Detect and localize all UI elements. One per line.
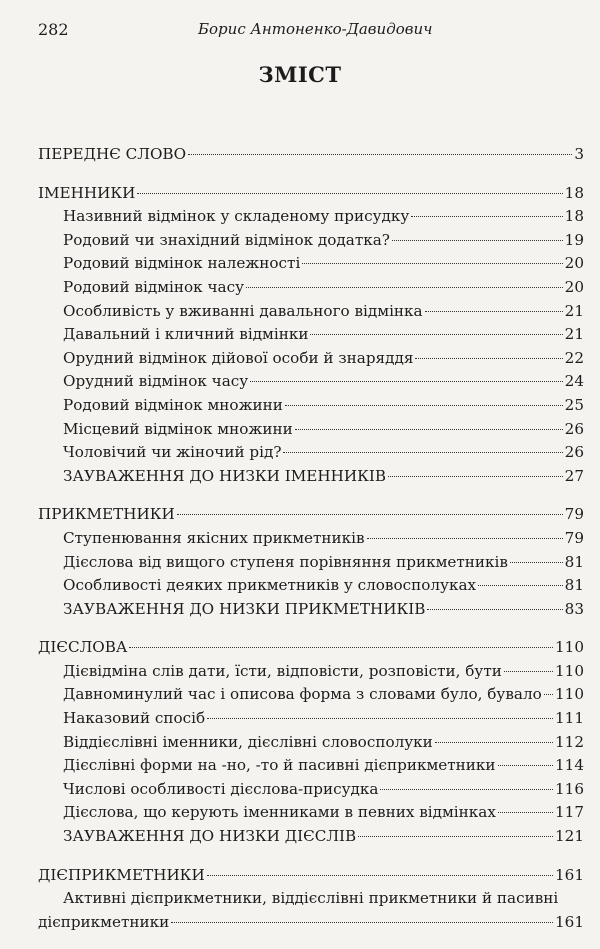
toc-subentry [38, 660, 584, 684]
dot-leader [295, 429, 563, 430]
toc-page-number: 19 [564, 230, 584, 249]
page-number: 282 [38, 20, 69, 39]
dot-leader [425, 311, 563, 312]
toc-entry-title: Дієслова, що керують іменниками в певних відмінках [63, 803, 496, 822]
dot-leader [250, 381, 562, 382]
toc-subentry [38, 252, 584, 276]
toc-entry-title-line1: Активні дієприкметники, віддієслівні прикметники й пасивні [63, 889, 559, 908]
toc-section [38, 182, 584, 489]
toc-entry-title: Особливість у вживанні давального відмінка [63, 301, 423, 320]
toc-entry-title: Дієвідміна слів дати, їсти, відповісти, розповісти, бути [63, 661, 502, 680]
toc-subentry [38, 418, 584, 442]
dot-leader [358, 836, 553, 837]
page-title: ЗМІСТ [258, 62, 342, 87]
toc-entry-title: Дієслівні форми на -но, -то й пасивні дієприкметники [63, 756, 496, 775]
dot-leader [427, 609, 562, 610]
dot-leader [285, 405, 563, 406]
toc-page-number: 110 [555, 638, 584, 657]
dot-leader [137, 193, 562, 194]
toc-entry-title: Давальний і кличний відмінки [63, 325, 309, 344]
toc-entry-title: Родовий відмінок належності [63, 254, 301, 273]
toc-entry-title: ІМЕННИКИ [38, 183, 136, 202]
toc-entry-title: Віддієслівні іменники, дієслівні словосполуки [63, 732, 433, 751]
toc-page-number: 18 [564, 207, 584, 226]
toc-entry-title: Родовий чи знахідний відмінок додатка? [63, 230, 390, 249]
toc-page-number: 26 [564, 419, 584, 438]
toc-subentry [38, 205, 584, 229]
toc-subentry [38, 551, 584, 575]
toc-page-number: 22 [564, 348, 584, 367]
dot-leader [171, 922, 553, 923]
toc-page-number: 111 [555, 709, 584, 728]
toc-page-number: 81 [564, 552, 584, 571]
toc-entry-title: ЗАУВАЖЕННЯ ДО НИЗКИ ПРИКМЕТНИКІВ [63, 599, 426, 618]
dot-leader [246, 287, 563, 288]
toc-chapter-entry [38, 503, 584, 527]
dot-leader [283, 452, 562, 453]
dot-leader [478, 585, 563, 586]
toc-subentry [38, 778, 584, 802]
dot-leader [367, 538, 563, 539]
toc-page-number: 79 [564, 528, 584, 547]
toc-page-number: 21 [564, 325, 584, 344]
toc-page-number: 117 [555, 803, 584, 822]
toc-entry-title: Чоловічий чи жіночий рід? [63, 443, 282, 462]
dot-leader [435, 742, 553, 743]
toc-subentry [38, 465, 584, 489]
dot-leader [207, 875, 553, 876]
toc-entry-title: Особливості деяких прикметників у словосполуках [63, 576, 477, 595]
toc-entry-title: Ступенювання якісних прикметників [63, 528, 365, 547]
dot-leader [510, 562, 563, 563]
toc-entry-title: Місцевий відмінок множини [63, 419, 293, 438]
toc-entry-title: ЗАУВАЖЕННЯ ДО НИЗКИ ІМЕННИКІВ [63, 466, 387, 485]
toc-page-number: 116 [555, 779, 584, 798]
toc-page-number: 24 [564, 372, 584, 391]
toc-entry-title: Родовий відмінок часу [63, 277, 245, 296]
dot-leader [392, 240, 563, 241]
toc-section [38, 503, 584, 621]
toc-entry-title: Родовий відмінок множини [63, 395, 283, 414]
toc-chapter-entry [38, 182, 584, 206]
running-header-author: Борис Антоненко-Давидович [198, 20, 433, 38]
toc-subentry [38, 707, 584, 731]
toc-entry-title: ПЕРЕДНЄ СЛОВО [38, 145, 187, 163]
toc-page-number: 20 [564, 277, 584, 296]
table-of-contents [38, 143, 584, 949]
toc-subentry [38, 825, 584, 849]
dot-leader [177, 514, 563, 515]
toc-entry-title: Називний відмінок у складеному присудку [63, 207, 410, 226]
toc-entry-title: ДІЄПРИКМЕТНИКИ [38, 865, 205, 884]
toc-entry-title: ДІЄСЛОВА [38, 638, 128, 657]
dot-leader [498, 812, 553, 813]
toc-page-number: 20 [564, 254, 584, 273]
dot-leader [544, 694, 553, 695]
dot-leader [380, 789, 553, 790]
toc-page-number: 79 [564, 505, 584, 524]
toc-page-number: 26 [564, 443, 584, 462]
toc-page-number: 3 [574, 145, 584, 163]
toc-entry-title-line2: дієприкметники [38, 912, 170, 931]
toc-subentry [38, 441, 584, 465]
toc-entry-title: Орудний відмінок часу [63, 372, 249, 391]
toc-page-number: 121 [555, 827, 584, 846]
toc-chapter-entry [38, 636, 584, 660]
toc-page-number: 110 [555, 685, 584, 704]
toc-subentry [38, 731, 584, 755]
dot-leader [388, 476, 563, 477]
toc-page-number: 161 [555, 865, 584, 884]
toc-page-number: 114 [555, 756, 584, 775]
toc-subentry [38, 300, 584, 324]
dot-leader [504, 671, 553, 672]
toc-entry-title: Давноминулий час і описова форма з словами було, бувало [63, 685, 542, 704]
toc-subentry [38, 323, 584, 347]
dot-leader [129, 647, 553, 648]
dot-leader [498, 765, 553, 766]
toc-entry-title: ЗАУВАЖЕННЯ ДО НИЗКИ ДІЄСЛІВ [63, 827, 357, 846]
toc-subentry [38, 801, 584, 825]
toc-section [38, 143, 584, 167]
toc-subentry [38, 276, 584, 300]
toc-subentry [38, 527, 584, 551]
toc-subentry [38, 754, 584, 778]
toc-subentry [38, 683, 584, 707]
dot-leader [310, 334, 562, 335]
toc-page-number: 161 [555, 912, 584, 931]
dot-leader [188, 154, 572, 155]
toc-page-number: 81 [564, 576, 584, 595]
toc-subentry [38, 574, 584, 598]
toc-page-number: 25 [564, 395, 584, 414]
dot-leader [411, 216, 562, 217]
toc-subentry [38, 347, 584, 371]
toc-section [38, 864, 584, 935]
toc-entry-title: Дієслова від вищого ступеня порівняння прикметників [63, 552, 508, 571]
toc-subentry [38, 598, 584, 622]
toc-page-number: 112 [555, 732, 584, 751]
toc-subentry [38, 229, 584, 253]
toc-page-number: 83 [564, 599, 584, 618]
toc-entry-title: Орудний відмінок дійової особи й знаряддя [63, 348, 414, 367]
toc-page-number: 21 [564, 301, 584, 320]
toc-page-number: 18 [564, 183, 584, 202]
toc-entry-title: Наказовий спосіб [63, 709, 206, 728]
toc-page-number: 110 [555, 661, 584, 680]
dot-leader [207, 718, 553, 719]
toc-chapter-entry [38, 864, 584, 888]
toc-entry-title: Числові особливості дієслова-присудка [63, 779, 379, 798]
toc-page-number: 27 [564, 466, 584, 485]
toc-subentry [38, 394, 584, 418]
dot-leader [302, 263, 562, 264]
toc-chapter-entry [38, 143, 584, 167]
toc-subentry [38, 370, 584, 394]
dot-leader [415, 358, 562, 359]
toc-entry-title: ПРИКМЕТНИКИ [38, 505, 175, 524]
toc-section [38, 636, 584, 848]
toc-subentry-multiline [38, 887, 584, 934]
